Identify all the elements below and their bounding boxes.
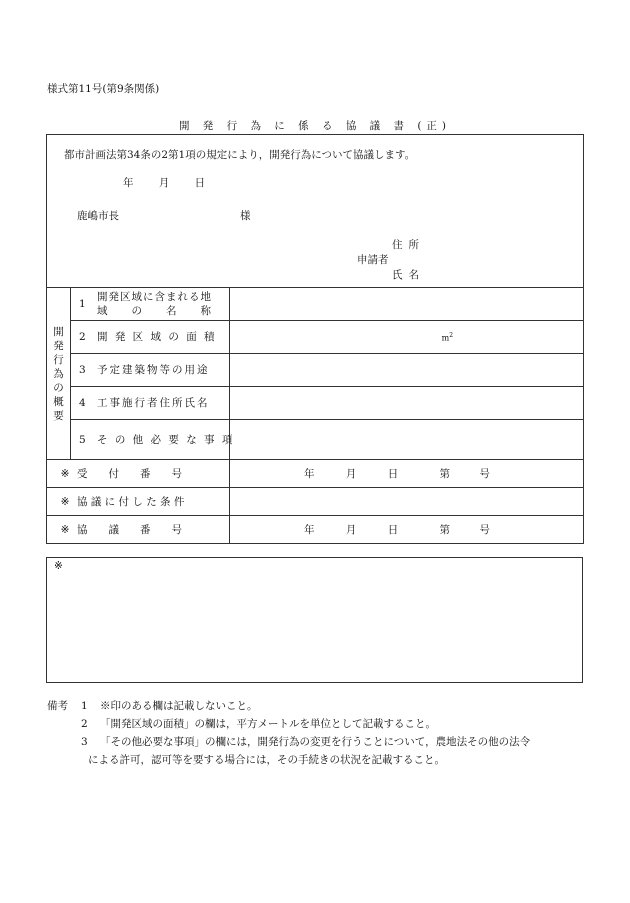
date-line: 年 月 日 xyxy=(123,177,206,189)
contractor-field[interactable] xyxy=(230,387,584,420)
other-matters-field[interactable] xyxy=(230,420,584,460)
memo-mark: ※ xyxy=(54,560,63,572)
conditions-label: ※ 協 議 に 付 し た 条 件 xyxy=(47,488,230,516)
consultation-number-field[interactable]: 年 月 日 第 号 xyxy=(230,516,584,544)
addressee: 鹿嶋市長 xyxy=(77,210,119,222)
building-use-field[interactable] xyxy=(230,354,584,387)
intro-text: 都市計画法第34条の2第1項の規定により，開発行為について協議します。 xyxy=(64,149,416,161)
document-title: 開 発 行 為 に 係 る 協 議 書 (正) xyxy=(178,120,452,132)
overview-item-label: 1開発区域に含まれる地 域 の 名 称 xyxy=(71,288,230,321)
applicant-label: 申請者 xyxy=(357,254,389,266)
overview-item-label: 3 予定建築物等の用途 xyxy=(71,354,230,387)
overview-item-label: 2 開 発 区 域 の 面 積 xyxy=(71,321,230,354)
area-name-field[interactable] xyxy=(230,288,584,321)
honorific: 様 xyxy=(240,210,251,222)
name-label: 氏名 xyxy=(392,269,425,281)
area-unit: m xyxy=(441,333,450,343)
note-item: 備考 1 ※印のある欄は記載しないこと。 xyxy=(47,697,587,715)
overview-item-label: 5 そ の 他 必 要 な 事 項 xyxy=(71,420,230,460)
office-memo-box[interactable] xyxy=(46,557,583,683)
overview-item-label: 4 工事施行者住所氏名 xyxy=(71,387,230,420)
application-block xyxy=(47,135,584,288)
note-item: 2 「開発区域の面積」の欄は，平方メートルを単位として記載すること。 xyxy=(81,718,436,730)
area-unit-sup: 2 xyxy=(449,331,454,339)
reception-number-label: ※ 受 付 番 号 xyxy=(47,460,230,488)
address-label: 住所 xyxy=(392,239,425,251)
form-number: 様式第11号(第9条関係) xyxy=(47,83,160,95)
note-continuation: による許可，認可等を要する場合には，その手続きの状況を記載すること。 xyxy=(88,754,445,766)
notes-section xyxy=(47,697,587,769)
consultation-form-table xyxy=(46,134,584,544)
reception-number-field[interactable]: 年 月 日 第 号 xyxy=(230,460,584,488)
consultation-number-label: ※ 協 議 番 号 xyxy=(47,516,230,544)
notes-heading: 備考 xyxy=(47,700,68,712)
conditions-field[interactable] xyxy=(230,488,584,516)
area-size-field[interactable] xyxy=(230,321,584,354)
note-item: 3 「その他必要な事項」の欄には，開発行為の変更を行うことについて，農地法その他の法令 xyxy=(81,736,531,748)
overview-section-label: 開 発 行 為 の 概 要 xyxy=(47,288,71,460)
